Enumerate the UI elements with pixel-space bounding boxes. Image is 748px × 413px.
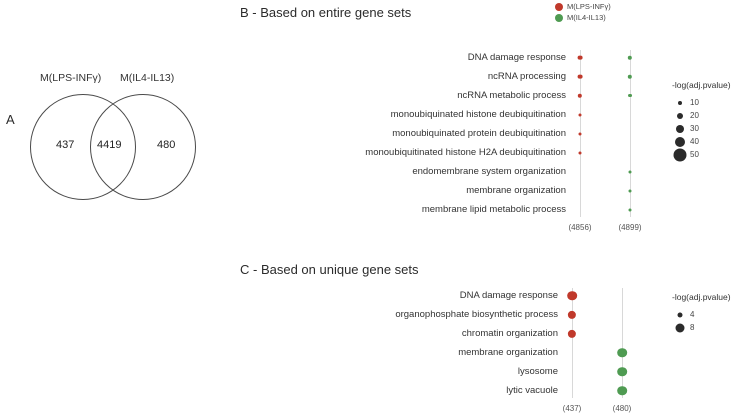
size-legend-dot-icon xyxy=(675,137,685,147)
dotplot-dot xyxy=(629,170,632,173)
dotplot-row-label: lytic vacuole xyxy=(506,385,558,396)
column-caption: (437) xyxy=(562,404,582,413)
venn-diagram xyxy=(16,72,226,212)
size-legend-dot-icon xyxy=(677,113,683,119)
size-legend-row xyxy=(672,148,731,161)
size-legend-dot-icon xyxy=(676,323,685,332)
dotplot-row-label: ncRNA processing xyxy=(487,71,566,82)
panel-c-title: C - Based on unique gene sets xyxy=(240,262,419,277)
dotplot-dot xyxy=(617,386,627,396)
legend-item-il4 xyxy=(555,13,611,22)
size-legend-label: 8 xyxy=(690,323,695,332)
size-legend-row xyxy=(672,308,731,321)
dotplot-row-label: monoubiquitinated histone H2A deubiquitination xyxy=(365,147,566,158)
dotplot-dot xyxy=(629,189,632,192)
dotplot-row xyxy=(300,343,660,362)
size-legend-row xyxy=(672,321,731,334)
dotplot-row-label: monoubiquinated histone deubiquitination xyxy=(390,109,566,120)
dotplot-row xyxy=(300,48,660,67)
dotplot-dot xyxy=(579,113,582,116)
dotplot-row-label: ncRNA metabolic process xyxy=(457,90,566,101)
legend-item-lps xyxy=(555,2,611,11)
dotplot-dot xyxy=(628,74,632,78)
venn-count-right: 480 xyxy=(157,139,176,151)
size-legend-row xyxy=(672,96,731,109)
dotplot-dot xyxy=(579,132,582,135)
column-caption: (480) xyxy=(612,404,632,413)
size-legend-dot-icon xyxy=(674,148,687,161)
size-legend-dot-icon xyxy=(678,312,683,317)
dotplot-dot xyxy=(628,55,632,59)
dotplot-row-label: membrane lipid metabolic process xyxy=(421,204,566,215)
dotplot-dot xyxy=(617,367,627,377)
panel-c-plot xyxy=(300,286,660,412)
dotplot-row xyxy=(300,124,660,143)
dotplot-row xyxy=(300,105,660,124)
size-legend-dot-icon xyxy=(678,101,682,105)
dotplot-dot xyxy=(568,329,576,337)
dotplot-row-label: DNA damage response xyxy=(459,290,558,301)
venn-left-label: M(LPS-INFγ) xyxy=(40,72,102,84)
dotplot-row xyxy=(300,67,660,86)
dotplot-row xyxy=(300,200,660,219)
dotplot-dot xyxy=(628,94,632,98)
dotplot-row xyxy=(300,162,660,181)
dotplot-dot xyxy=(578,55,583,60)
dotplot-dot xyxy=(578,93,582,97)
panel-a-letter: A xyxy=(6,112,15,127)
dotplot-dot xyxy=(629,208,632,211)
dotplot-row-label: chromatin organization xyxy=(461,328,558,339)
dotplot-row xyxy=(300,143,660,162)
dotplot-row-label: organophosphate biosynthetic process xyxy=(395,309,558,320)
dotplot-row-label: monoubiquinated protein deubiquitination xyxy=(392,128,566,139)
panel-b-size-legend-title: -log(adj.pvalue) xyxy=(672,80,731,90)
size-legend-label: 10 xyxy=(690,98,699,107)
dotplot-row xyxy=(300,86,660,105)
dotplot-row-label: lysosome xyxy=(517,366,558,377)
dotplot-dot xyxy=(617,348,627,358)
size-legend-label: 50 xyxy=(690,150,699,159)
legend-label-il4: M(IL4-IL13) xyxy=(567,13,606,22)
dotplot-row xyxy=(300,286,660,305)
size-legend-row xyxy=(672,122,731,135)
dotplot-row xyxy=(300,324,660,343)
panel-c-size-legend-title: -log(adj.pvalue) xyxy=(672,292,731,302)
size-legend-row xyxy=(672,135,731,148)
dotplot-dot xyxy=(567,291,577,301)
size-legend-label: 30 xyxy=(690,124,699,133)
dotplot-dot xyxy=(568,310,576,318)
dotplot-row xyxy=(300,305,660,324)
venn-count-intersection: 4419 xyxy=(97,139,122,151)
column-caption: (4856) xyxy=(568,223,592,232)
size-legend-row xyxy=(672,109,731,122)
size-legend-dot-icon xyxy=(676,125,684,133)
dotplot-row-label: endomembrane system organization xyxy=(412,166,566,177)
venn-count-left: 437 xyxy=(56,139,75,151)
dotplot-row-label: membrane organization xyxy=(458,347,558,358)
size-legend-label: 40 xyxy=(690,137,699,146)
dotplot-row xyxy=(300,381,660,400)
dotplot-dot xyxy=(579,151,582,154)
legend-swatch-icon-lps xyxy=(555,3,563,11)
size-legend-label: 4 xyxy=(690,310,695,319)
column-caption: (4899) xyxy=(618,223,642,232)
panel-b-size-legend xyxy=(672,80,731,161)
panel-c-size-legend xyxy=(672,292,731,334)
dotplot-row xyxy=(300,181,660,200)
panel-b-title: B - Based on entire gene sets xyxy=(240,5,412,20)
dotplot-row-label: membrane organization xyxy=(466,185,566,196)
size-legend-label: 20 xyxy=(690,111,699,120)
legend-label-lps: M(LPS-INFγ) xyxy=(567,2,611,11)
panel-b-legend xyxy=(555,2,611,24)
dotplot-row xyxy=(300,362,660,381)
venn-right-label: M(IL4-IL13) xyxy=(120,72,175,84)
dotplot-row-label: DNA damage response xyxy=(467,52,566,63)
dotplot-dot xyxy=(578,74,583,79)
legend-swatch-icon-il4 xyxy=(555,14,563,22)
panel-b-plot xyxy=(300,48,660,232)
